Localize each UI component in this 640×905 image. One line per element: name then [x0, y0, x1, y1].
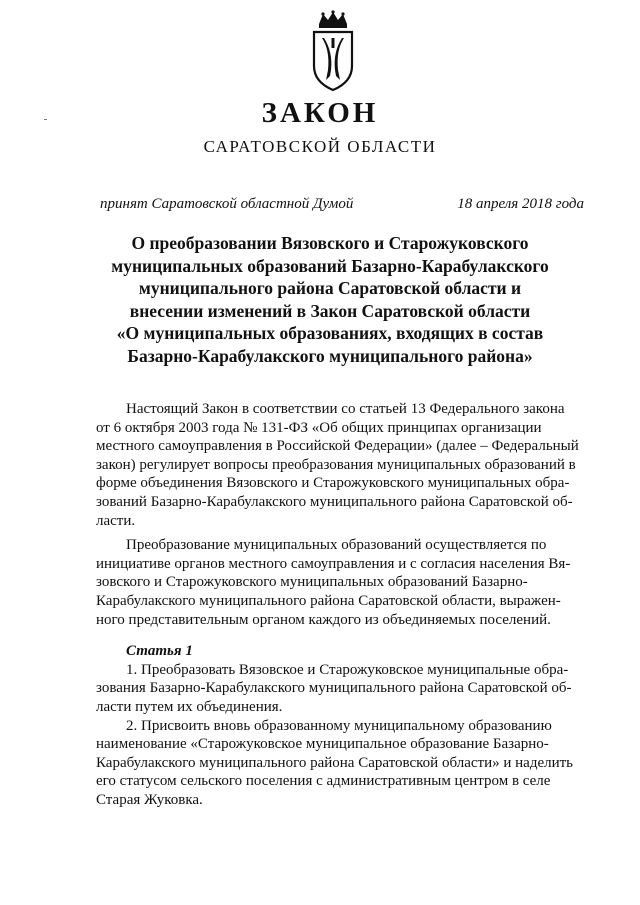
text-line: наименование «Старожуковское муниципальное образование Базарно-: [96, 736, 549, 753]
law-heading: [80, 232, 580, 367]
heading-line: «О муниципальных образованиях, входящих в состав: [116, 323, 544, 343]
text-line: Карабулакского муниципального района Саратовской области» и наделить: [96, 754, 574, 771]
heading-line: Базарно-Карабулакского муниципального района»: [127, 345, 533, 366]
text-line: 1. Преобразовать Вязовское и Старожуковское муниципальные обра-: [126, 661, 569, 678]
preamble-paragraph-2: [96, 536, 580, 629]
text-line: 2. Присвоить вновь образованному муниципальному образованию: [126, 717, 552, 734]
text-line: его статусом сельского поселения с административным центром в селе: [96, 773, 551, 790]
text-line: ного представительным органом каждого из объединяемых поселений.: [96, 611, 551, 628]
text-line: местного самоуправления в Российской Федерации» (далее – Федеральный: [96, 438, 579, 455]
text-line: Настоящий Закон в соответствии со статьей 13 Федерального закона: [126, 401, 565, 417]
text-line: Старая Жуковка.: [96, 791, 203, 808]
text-line: форме объединения Вязовского и Старожуковского муниципальных обра-: [96, 475, 570, 492]
text-line: закон) регулирует вопросы преобразования муниципальных образований в: [96, 456, 576, 473]
article-item-1: [96, 661, 580, 717]
text-line: Карабулакского муниципального района Саратовской области, выражен-: [96, 592, 561, 609]
text-line: ласти путем их объединения.: [96, 698, 283, 715]
article-item-2: [96, 717, 580, 810]
article-heading: Статья 1: [126, 643, 193, 660]
heading-line: муниципального района Саратовской области и: [138, 278, 522, 298]
text-line: ласти.: [96, 512, 136, 529]
text-line: от 6 октября 2003 года № 131-ФЗ «Об общих принципах организации: [96, 419, 542, 436]
adoption-date: 18 апреля 2018 года: [457, 196, 584, 212]
adopted-by: принят Саратовской областной Думой: [100, 196, 354, 212]
law-body: [96, 400, 580, 809]
heading-line: О преобразовании Вязовского и Старожуковского: [131, 233, 529, 253]
heading-line: муниципальных образований Базарно-Карабулакского: [111, 255, 549, 276]
text-line: зовского и Старожуковского муниципальных образований Базарно-: [96, 574, 528, 591]
law-title: ЗАКОН: [261, 97, 379, 129]
preamble-paragraph-1: [96, 400, 580, 530]
text-line: инициативе органов местного самоуправления и с согласия населения Вя-: [96, 555, 571, 572]
coat-of-arms-icon: [300, 10, 366, 92]
text-line: зований Базарно-Карабулакского муниципального района Саратовской об-: [96, 493, 573, 510]
law-subtitle: САРАТОВСКОЙ ОБЛАСТИ: [203, 137, 437, 156]
text-line: Преобразование муниципальных образований осуществляется по: [126, 537, 547, 554]
text-line: зования Базарно-Карабулакского муниципального района Саратовской об-: [96, 680, 572, 697]
heading-line: внесении изменений в Закон Саратовской области: [129, 300, 531, 321]
